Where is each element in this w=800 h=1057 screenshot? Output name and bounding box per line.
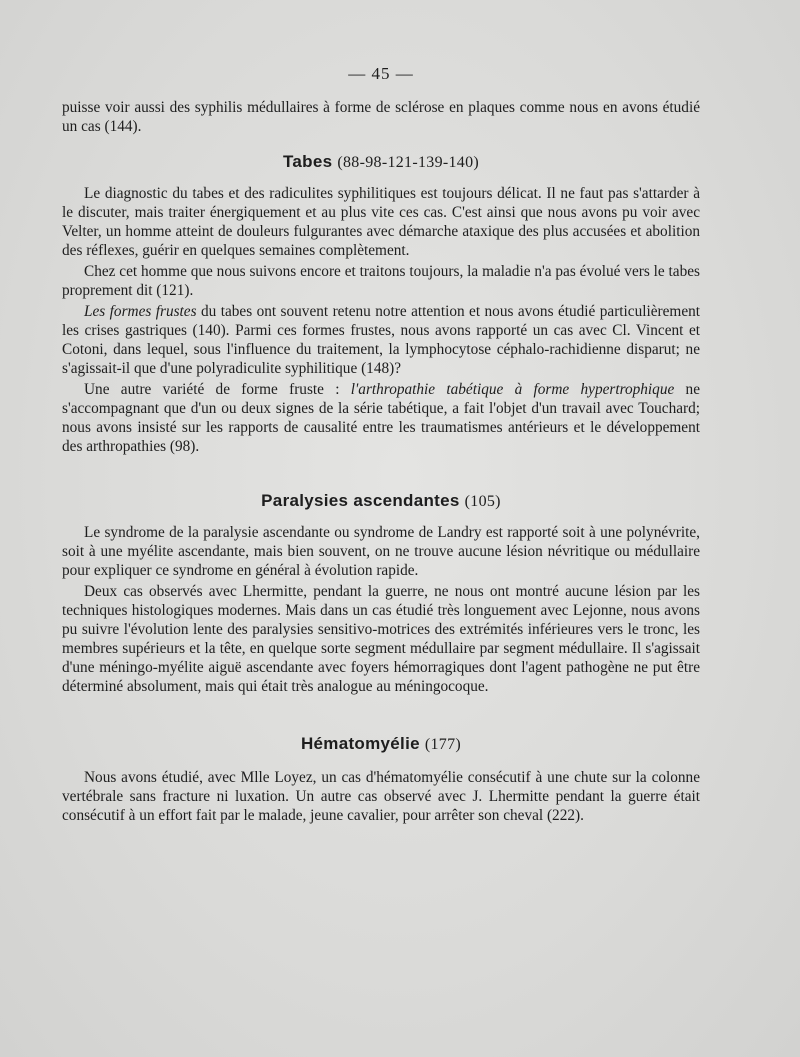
section-heading-hematomyelie (62, 734, 700, 754)
paragraph: Deux cas observés avec Lhermitte, pendant la guerre, ne nous ont montré aucune lésion par les techniques histologiques modernes. Mais dans un cas étudié très longuement avec Lejonne, nous avons pu suivre l'évolution lente des paralysies sensitivo-motrices des extrémités inférieures vers le tronc, les membres supérieurs et la tête, en quelque sorte segment médullaire par segment médullaire. Il s'agissait d'une méningo-myélite aiguë ascendante avec foyers hémorragiques dont l'agent pathogène ne put être déterminé absolument, mais qui était très analogue au méningocoque. (62, 583, 700, 695)
section-refs: (88-98-121-139-140) (337, 154, 480, 171)
italic-term: l'arthropathie tabétique à forme hypertrophique (350, 381, 675, 398)
italic-term: Les formes frustes (84, 303, 197, 320)
section-hematomyelie (62, 734, 700, 825)
section-title: Hématomyélie (300, 734, 420, 753)
paragraph (62, 302, 700, 378)
section-tabes (62, 152, 700, 456)
paragraph: Le diagnostic du tabes et des radiculites syphilitiques est toujours délicat. Il ne faut pas s'attarder à le discuter, mais traiter énergiquement et au plus vite ces cas. C'est ainsi que nous avons pu voir avec Velter, un homme atteint de douleurs fulgurantes avec démarche ataxique des plus accusées et abolition des réflexes, guérir en quelques semaines complètement. (62, 185, 700, 259)
page-number: — 45 — (348, 64, 414, 83)
section-title: Paralysies ascendantes (261, 491, 460, 510)
paragraph (62, 380, 700, 456)
paragraph-text: du tabes ont souvent retenu notre attention et nous avons étudié particulièrement les crises gastriques (140). Parmi ces formes frustes, nous avons rapporté un cas avec Cl. Vincent et Cotoni, dans lequel, sous l'influence du traitement, la lymphocytose céphalo-rachidienne disparut; ne s'agissait-il que d'une polyradiculite syphilitique (148)? (62, 303, 701, 377)
section-heading-tabes (62, 152, 700, 172)
section-title: Tabes (282, 152, 333, 171)
paragraph-text: ne s'accompagnant que d'un ou deux signes de la série tabétique, a fait l'objet d'un travail avec Touchard; nous avons insisté sur les rapports de causalité entre les traumatismes antérieurs et le développement des arthropathies (98). (62, 381, 700, 455)
paragraph: Le syndrome de la paralysie ascendante ou syndrome de Landry est rapporté soit à une polynévrite, soit à une myélite ascendante, mais bien souvent, on ne trouve aucune lésion névritique ou médullaire pour expliquer ce syndrome en général à évolution rapide. (62, 524, 700, 579)
section-refs: (177) (424, 736, 462, 753)
paragraph: Nous avons étudié, avec Mlle Loyez, un cas d'hématomyélie consécutif à une chute sur la colonne vertébrale sans fracture ni luxation. Un autre cas observé avec J. Lhermitte pendant la guerre était consécutif à un effort fait par le malade, jeune cavalier, pour arrêter son cheval (222). (62, 769, 700, 824)
paragraph-lead: Une autre variété de forme fruste : (84, 381, 351, 398)
section-paralysies-ascendantes (62, 491, 700, 696)
section-heading-paralysies (62, 491, 700, 511)
intro-paragraph: puisse voir aussi des syphilis médullaires à forme de sclérose en plaques comme nous en avons étudié un cas (144). (62, 99, 700, 135)
section-refs: (105) (464, 493, 501, 510)
paragraph: Chez cet homme que nous suivons encore et traitons toujours, la maladie n'a pas évolué vers le tabes proprement dit (121). (62, 263, 700, 299)
